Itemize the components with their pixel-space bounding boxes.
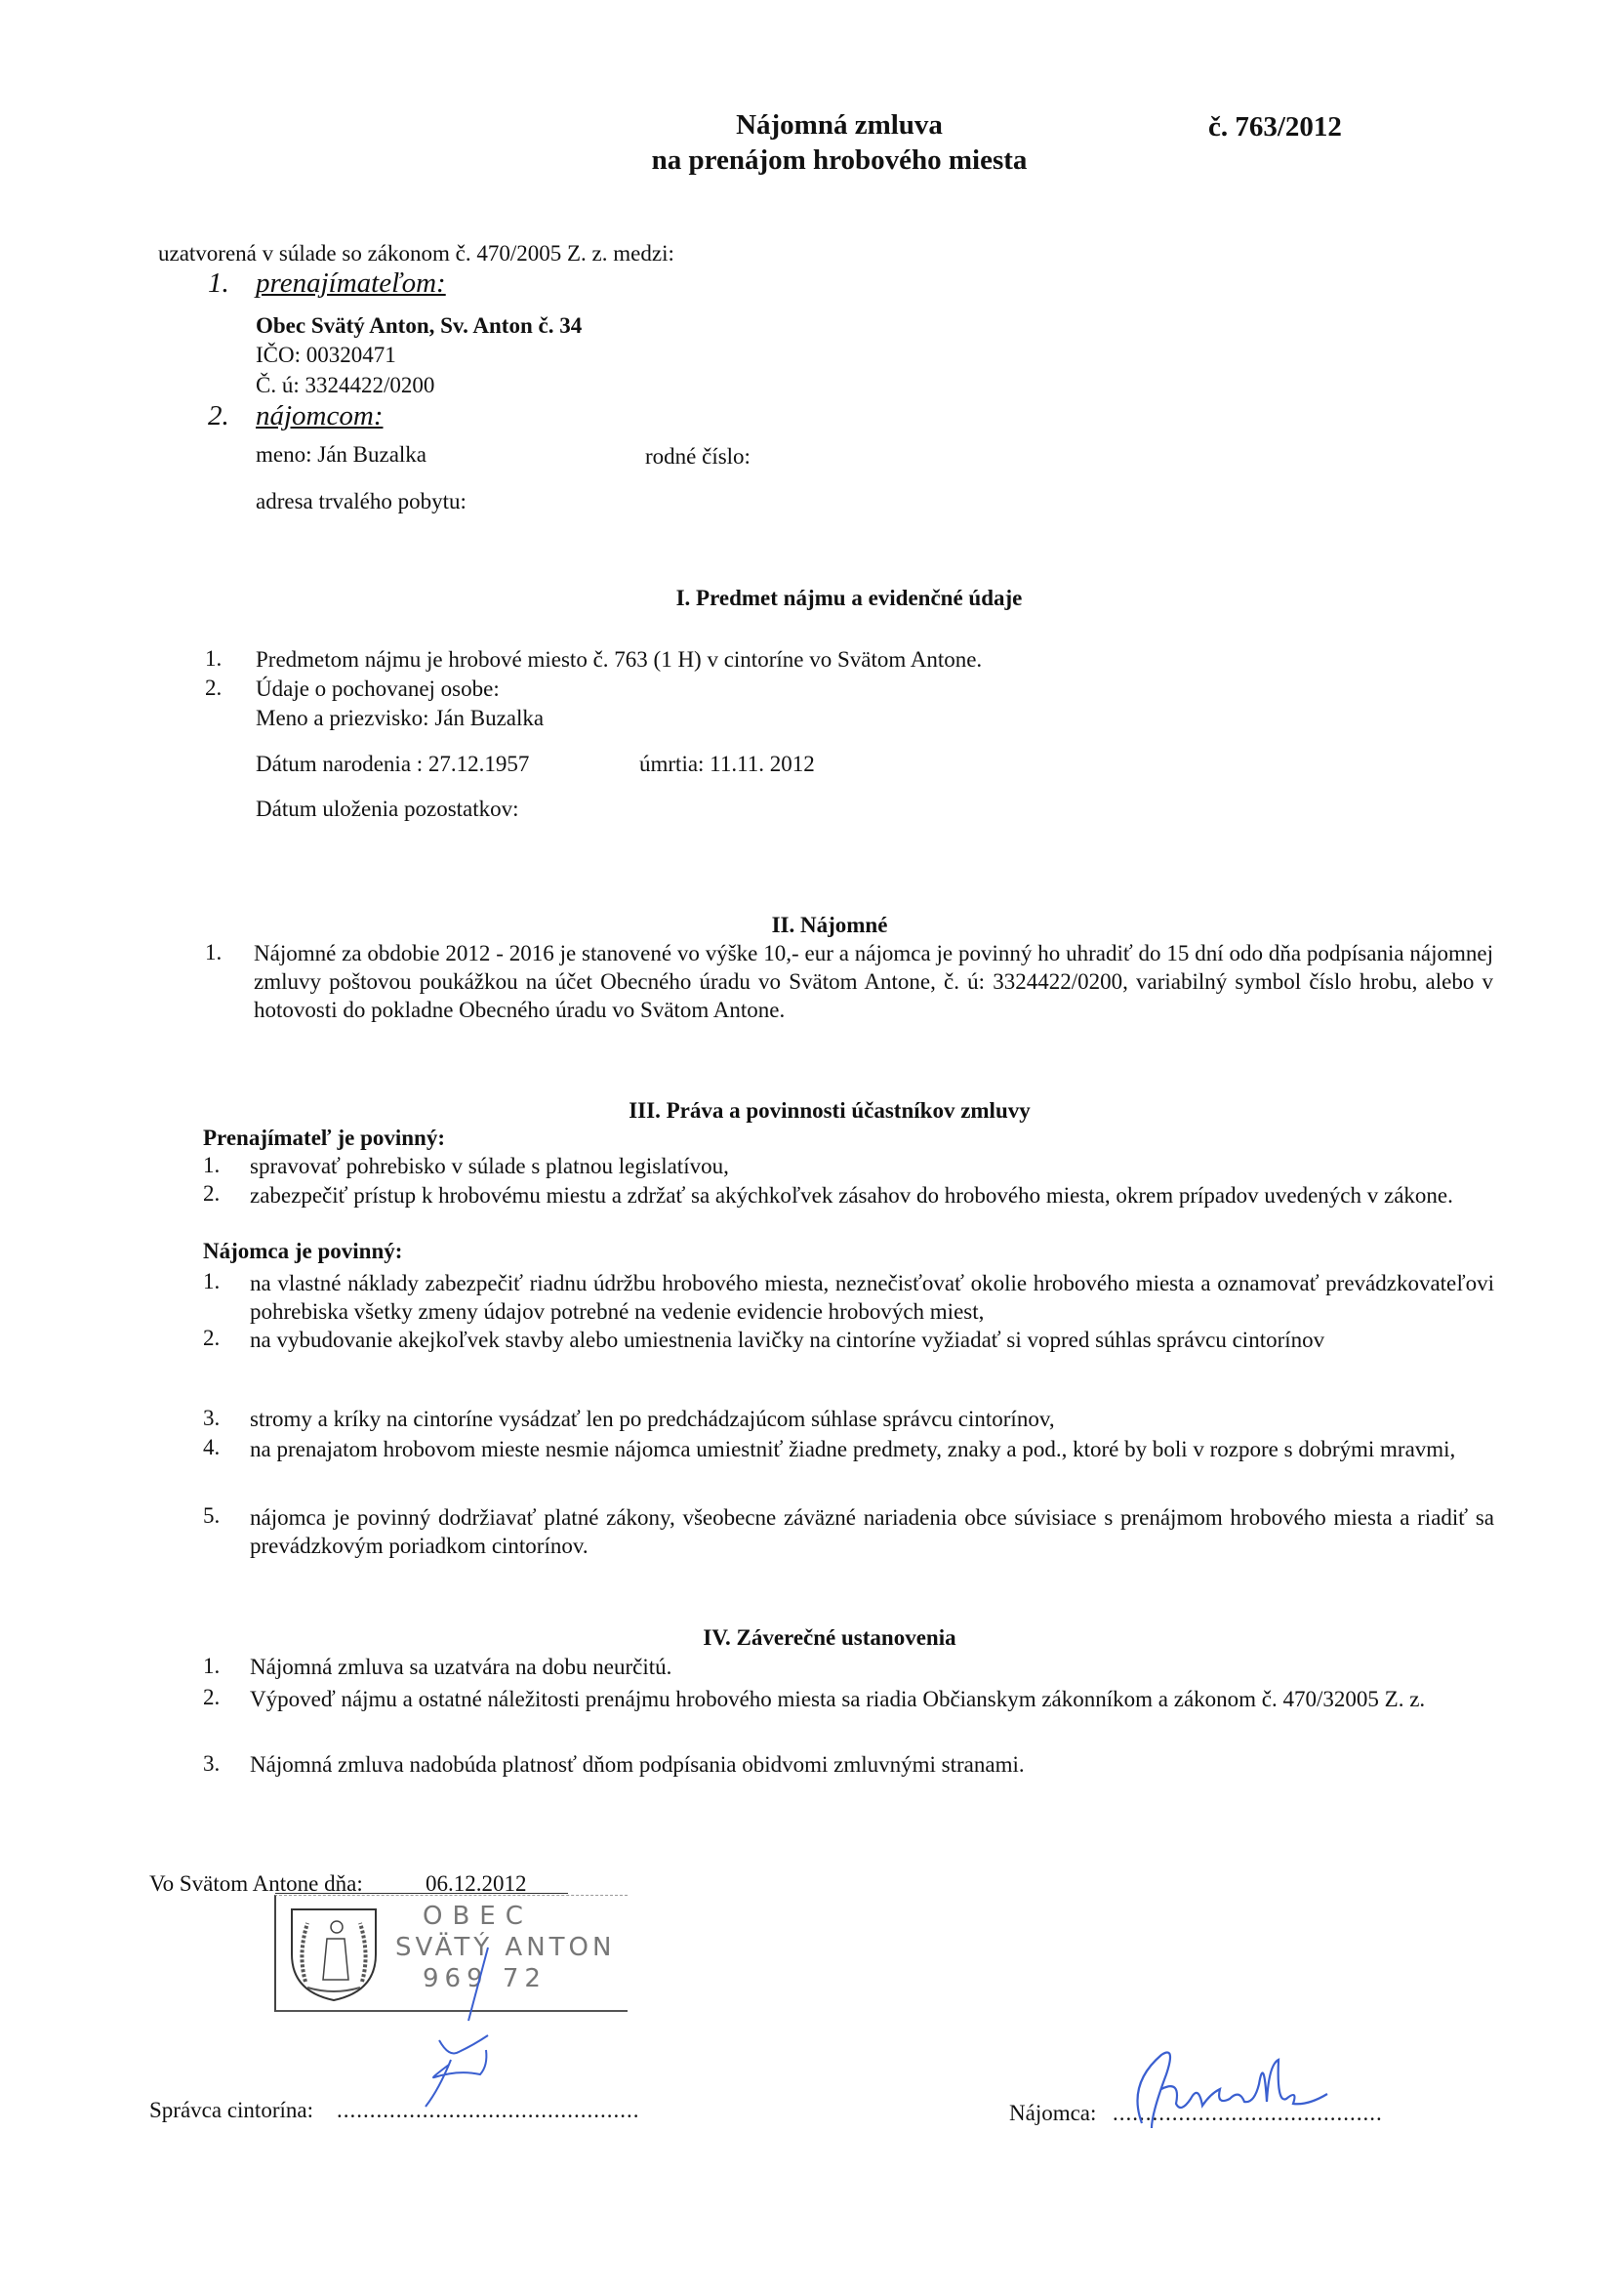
landlord-name: Obec Svätý Anton, Sv. Anton č. 34 — [256, 313, 583, 338]
section1-item-number: 2. — [205, 676, 223, 700]
tenant-item-number: 3. — [203, 1406, 221, 1430]
administrator-signature — [390, 1943, 508, 2109]
deceased-name: Meno a priezvisko: Ján Buzalka — [256, 706, 545, 730]
birth-date: Dátum narodenia : 27.12.1957 — [256, 752, 530, 776]
contract-date: 06.12.2012 — [426, 1871, 527, 1896]
section2-item: Nájomné za obdobie 2012 - 2016 je stanovené vo výške 10,- eur a nájomca je povinný ho uhradiť do 15 dní odo dňa podpísania nájomnej zmluvy poštovou poukážkou na účet Obecného úradu vo Svätom Antone, č. ú: 3324422/0200, variabilný symbol číslo hrobu, alebo v hotovosti do pokladne Obecného úradu vo Svätom Antone. — [254, 941, 1493, 1022]
section4-item-number: 1. — [203, 1654, 221, 1678]
tenant-name: meno: Ján Buzalka — [256, 442, 427, 467]
section2-item-number: 1. — [205, 940, 223, 964]
tenant-item-number: 1. — [203, 1269, 221, 1293]
stamp-line1: OBEC — [423, 1902, 533, 1931]
section4-heading: IV. Záverečné ustanovenia — [703, 1625, 956, 1650]
intro-text: uzatvorená v súlade so zákonom č. 470/2005 Z. z. medzi: — [158, 241, 674, 266]
section4-item-number: 3. — [203, 1751, 221, 1776]
landlord-obligations-heading: Prenajímateľ je povinný: — [203, 1126, 445, 1150]
landlord-account: Č. ú: 3324422/0200 — [256, 373, 435, 397]
party1-label: prenajímateľom: — [256, 267, 446, 299]
landlord-item: zabezpečiť prístup k hrobovému miestu a zdržať sa akýchkoľvek zásahov do hrobového miesta, okrem prípadov uvedených v zákone. — [250, 1183, 1453, 1208]
tenant-obligations-heading: Nájomca je povinný: — [203, 1239, 403, 1263]
date-underline — [275, 1893, 568, 1894]
burial-date-label: Dátum uloženia pozostatkov: — [256, 797, 519, 821]
stamp-line3: 969 72 — [423, 1964, 547, 1993]
section4-item: Nájomná zmluva nadobúda platnosť dňom podpísania obidvomi zmluvnými stranami. — [250, 1752, 1025, 1777]
tenant-item: na prenajatom hrobovom mieste nesmie nájomca umiestniť žiadne predmety, znaky a pod., ktoré by boli v rozpore s dobrými mravmi, — [250, 1437, 1456, 1461]
document-title-line2: na prenájom hrobového miesta — [651, 144, 1028, 176]
landlord-item-number: 2. — [203, 1181, 221, 1206]
stamp-line2: SVÄTÝ ANTON — [395, 1933, 616, 1962]
section2-heading: II. Nájomné — [771, 913, 888, 937]
landlord-item-number: 1. — [203, 1153, 221, 1177]
section1-item: Údaje o pochovanej osobe: — [256, 676, 500, 701]
section3-heading: III. Práva a povinnosti účastníkov zmluvy — [629, 1098, 1031, 1123]
tenant-signature-line: ......................................... — [1113, 2101, 1383, 2125]
landlord-ico: IČO: 00320471 — [256, 343, 396, 367]
tenant-item: nájomca je povinný dodržiavať platné zákony, všeobecne záväzné nariadenia obce súvisiace s prenájmom hrobového miesta a riadiť sa prevádzkovým poriadkom cintorínov. — [250, 1505, 1494, 1558]
tenant-item-number: 5. — [203, 1503, 221, 1528]
section1-heading: I. Predmet nájmu a evidenčné údaje — [675, 586, 1023, 610]
landlord-item: spravovať pohrebisko v súlade s platnou legislatívou, — [250, 1154, 729, 1178]
contract-number: č. 763/2012 — [1208, 111, 1342, 143]
death-date: úmrtia: 11.11. 2012 — [639, 752, 815, 776]
section4-item: Výpoveď nájmu a ostatné náležitosti prenájmu hrobového miesta sa riadia Občianskym zákonníkom a zákonom č. 470/32005 Z. z. — [250, 1687, 1426, 1711]
coat-of-arms-icon — [288, 1906, 381, 2003]
tenant-item-number: 2. — [203, 1326, 221, 1350]
party1-number: 1. — [208, 267, 229, 299]
section1-item: Predmetom nájmu je hrobové miesto č. 763 (1 H) v cintoríne vo Svätom Antone. — [256, 647, 983, 672]
tenant-signature-label: Nájomca: — [1009, 2101, 1097, 2125]
section1-item-number: 1. — [205, 646, 223, 671]
tenant-signature — [1122, 2045, 1366, 2133]
place-date-label: Vo Svätom Antone dňa: — [149, 1871, 363, 1896]
document-title-line1: Nájomná zmluva — [736, 109, 943, 141]
administrator-label: Správca cintorína: — [149, 2098, 313, 2122]
party2-label: nájomcom: — [256, 400, 384, 431]
tenant-item: na vlastné náklady zabezpečiť riadnu údržbu hrobového miesta, neznečisťovať okolie hrobového miesta a oznamovať prevádzkovateľovi pohrebiska všetky zmeny údajov potrebné na vedenie evidencie hrobových miest, — [250, 1271, 1494, 1324]
address-label: adresa trvalého pobytu: — [256, 489, 467, 513]
party2-number: 2. — [208, 400, 229, 431]
birth-number-label: rodné číslo: — [645, 444, 751, 469]
section4-item-number: 2. — [203, 1685, 221, 1709]
tenant-item-number: 4. — [203, 1435, 221, 1459]
administrator-signature-line: .............................................. — [337, 2098, 640, 2122]
tenant-item: stromy a kríky na cintoríne vysádzať len po predchádzajúcom súhlase správcu cintorínov, — [250, 1407, 1055, 1431]
tenant-item: na vybudovanie akejkoľvek stavby alebo umiestnenia lavičky na cintoríne vyžiadať si vopred súhlas správcu cintorínov — [250, 1328, 1325, 1352]
section4-item: Nájomná zmluva sa uzatvára na dobu neurčitú. — [250, 1655, 672, 1679]
